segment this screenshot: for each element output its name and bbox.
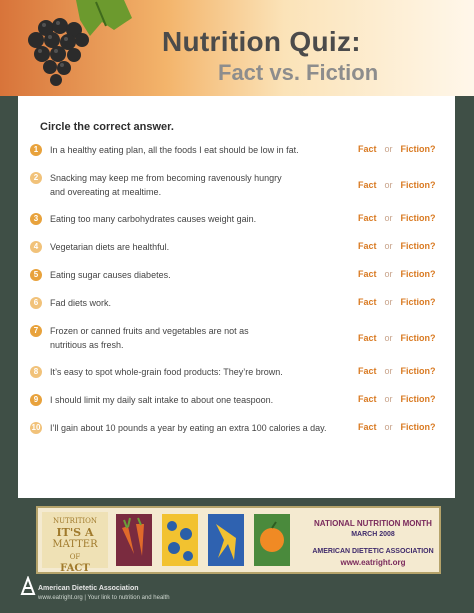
question-number: 5 (30, 269, 42, 281)
question-row (30, 172, 450, 202)
fruit-tile-icon (254, 514, 290, 566)
or-label: or (384, 180, 393, 190)
event-date: MARCH 2008 (351, 531, 395, 538)
answer-choices (358, 422, 436, 432)
fact-option[interactable]: Fact (358, 180, 377, 190)
answer-choices (358, 394, 436, 404)
fiction-option[interactable]: Fiction? (400, 213, 436, 223)
question-number: 1 (30, 144, 42, 156)
question-row (30, 241, 450, 271)
answer-choices (358, 213, 436, 223)
question-row (30, 325, 450, 355)
answer-choices (358, 241, 436, 251)
answer-choices (358, 333, 436, 343)
page-subtitle: Fact vs. Fiction (218, 60, 379, 85)
answer-choices (358, 297, 436, 307)
instruction-text: Circle the correct answer. (40, 121, 174, 133)
fact-option[interactable]: Fact (358, 269, 377, 279)
or-label: or (384, 144, 393, 154)
fiction-option[interactable]: Fiction? (400, 180, 436, 190)
question-text: Eating too many carbohydrates causes weight gain. (50, 214, 257, 224)
question-row (30, 269, 450, 299)
fiction-option[interactable]: Fiction? (400, 297, 436, 307)
footer-org-name: American Dietetic Association (38, 585, 139, 592)
fiction-option[interactable]: Fiction? (400, 422, 436, 432)
answer-choices (358, 144, 436, 154)
question-text: I’ll gain about 10 pounds a year by eating an extra 100 calories a day. (50, 423, 327, 433)
fact-option[interactable]: Fact (358, 213, 377, 223)
badge-line: FACT (60, 563, 90, 574)
fact-option[interactable]: Fact (358, 241, 377, 251)
or-label: or (384, 297, 393, 307)
question-number: 3 (30, 213, 42, 225)
question-text: I should limit my daily salt intake to about one teaspoon. (50, 395, 274, 405)
question-row (30, 144, 450, 174)
ada-logo-icon (18, 576, 38, 596)
answer-choices (358, 366, 436, 376)
or-label: or (384, 269, 393, 279)
question-number: 2 (30, 172, 42, 184)
question-row (30, 394, 450, 424)
question-text: Snacking may keep me from becoming ravenously hungry and overeating at mealtime. (50, 173, 282, 197)
fact-option[interactable]: Fact (358, 333, 377, 343)
page-title: Nutrition Quiz: (162, 26, 361, 57)
question-text: Fad diets work. (50, 298, 112, 308)
fact-option[interactable]: Fact (358, 297, 377, 307)
or-label: or (384, 422, 393, 432)
or-label: or (384, 333, 393, 343)
or-label: or (384, 366, 393, 376)
question-text: In a healthy eating plan, all the foods I eat should be low in fat. (50, 145, 299, 155)
nutrition-month-banner (36, 506, 441, 574)
fiction-option[interactable]: Fiction? (400, 333, 436, 343)
answer-choices (358, 269, 436, 279)
question-text: Vegetarian diets are healthful. (50, 242, 170, 252)
question-row (30, 422, 450, 452)
fact-option[interactable]: Fact (358, 394, 377, 404)
fiction-option[interactable]: Fiction? (400, 144, 436, 154)
answer-choices (358, 180, 436, 190)
grapes-icon (6, 0, 136, 96)
event-name: NATIONAL NUTRITION MONTH (314, 519, 432, 528)
event-url[interactable]: www.eatright.org (340, 558, 406, 567)
badge-line: NUTRITION (52, 517, 98, 525)
or-label: or (384, 213, 393, 223)
fiction-option[interactable]: Fiction? (400, 394, 436, 404)
question-number: 8 (30, 366, 42, 378)
produce-tile-icon (162, 514, 198, 566)
question-row (30, 366, 450, 396)
question-text: Frozen or canned fruits and vegetables are not as nutritious as fresh. (50, 326, 249, 350)
or-label: or (384, 394, 393, 404)
question-row (30, 213, 450, 243)
question-row (30, 297, 450, 327)
question-number: 7 (30, 325, 42, 337)
header-banner (0, 0, 474, 96)
fact-option[interactable]: Fact (358, 422, 377, 432)
fiction-option[interactable]: Fiction? (400, 269, 436, 279)
or-label: or (384, 241, 393, 251)
fact-option[interactable]: Fact (358, 366, 377, 376)
nutrition-month-text (308, 512, 438, 568)
fiction-option[interactable]: Fiction? (400, 366, 436, 376)
vegetables-tile-icon (208, 514, 244, 566)
badge-line: MATTER (52, 539, 98, 550)
question-number: 4 (30, 241, 42, 253)
question-number: 9 (30, 394, 42, 406)
fact-option[interactable]: Fact (358, 144, 377, 154)
matter-of-fact-badge (42, 512, 108, 574)
question-text: It’s easy to spot whole-grain food products: They’re brown. (50, 367, 283, 377)
event-org: AMERICAN DIETETIC ASSOCIATION (312, 548, 434, 555)
question-number: 10 (31, 423, 41, 432)
badge-line: OF (69, 553, 81, 561)
carrots-tile-icon (116, 514, 152, 566)
question-number: 6 (30, 297, 42, 309)
fiction-option[interactable]: Fiction? (400, 241, 436, 251)
footer-tagline: www.eatright.org | Your link to nutrition and health (38, 595, 170, 601)
question-text: Eating sugar causes diabetes. (50, 270, 171, 280)
badge-line: IT'S A (56, 526, 94, 539)
